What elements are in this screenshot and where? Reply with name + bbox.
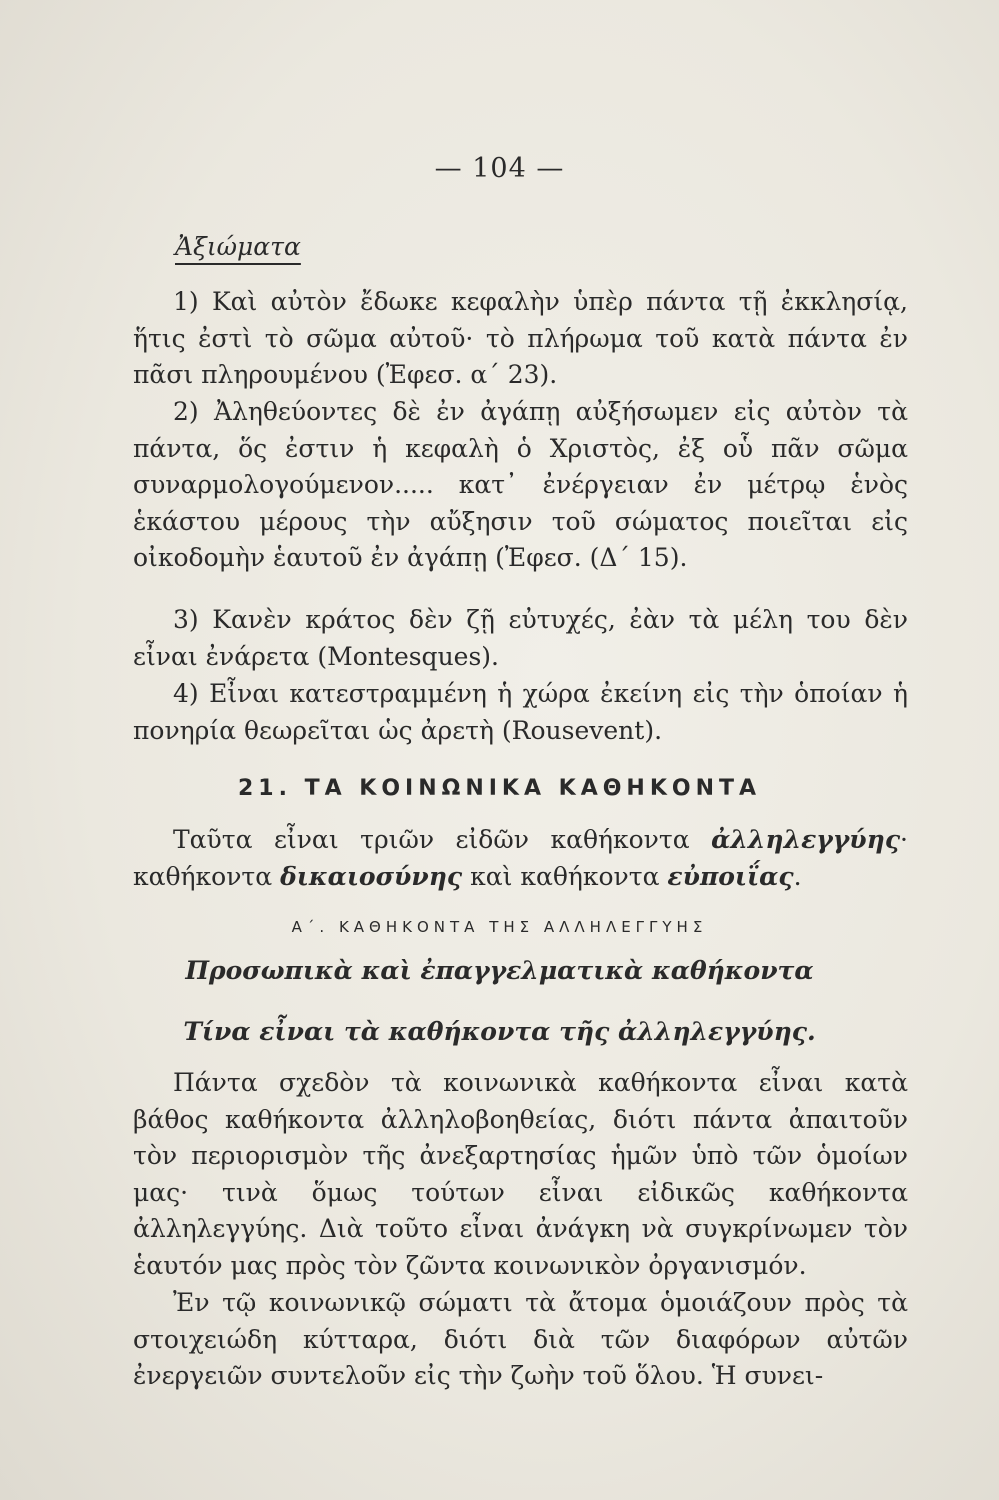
axiom-4: 4) Εἶναι κατεστραμμένη ἡ χώρα ἐκείνη εἰς τὴν ὁποίαν ἡ πονηρία θεωρεῖται ὡς ἀρετὴ (Rousevent). bbox=[133, 679, 908, 745]
term-solidarity: ἀλληλεγγύης bbox=[711, 825, 901, 854]
intro-text-g: . bbox=[793, 861, 802, 891]
axiom-2: 2) Ἀληθεύοντες δὲ ἐν ἀγάπῃ αὐξήσωμεν εἰς αὐτὸν τὰ πάντα, ὅς ἐστιν ἡ κεφαλὴ ὁ Χριστὸς, ἐξ οὗ πᾶν σῶμα συναρμολογούμενον..... κατ᾽ ἐνέργειαν ἐν μέτρῳ ἑνὸς ἑκάστου μέρους τὴν αὔξησιν τοῦ σώματος ποιεῖται εἰς οἰκοδομὴν ἑαυτοῦ ἐν ἀγάπῃ (Ἐφεσ. (Δ΄ 15). bbox=[133, 397, 908, 572]
term-beneficence: εὐποιΐας bbox=[667, 861, 794, 891]
paragraph-solidarity: Πάντα σχεδὸν τὰ κοινωνικὰ καθήκοντα εἶναι κατὰ βάθος καθήκοντα ἀλληλοβοηθείας, διότι πάντα ἀπαιτοῦν τὸν περιορισμὸν τῆς ἀνεξαρτησίας ἡμῶν ὑπὸ τῶν ὁμοίων μας· τινὰ ὅμως τούτων εἶναι εἰδικῶς καθήκοντα ἀλληλεγγύης. Διὰ τοῦτο εἶναι ἀνάγκη νὰ συγκρίνωμεν τὸν ἑαυτόν μας πρὸς τὸν ζῶντα κοινωνικὸν ὀργανισμόν. bbox=[133, 1068, 908, 1280]
intro-text-e: καὶ καθήκοντα bbox=[462, 861, 668, 891]
term-justice: δικαιοσύνης bbox=[280, 861, 463, 891]
subheading-what-duties: Τίνα εἶναι τὰ καθήκοντα τῆς ἀλληλεγγύης. bbox=[183, 1017, 816, 1046]
intro-text-c: · καθήκοντα bbox=[133, 825, 908, 891]
axiom-1: 1) Καὶ αὐτὸν ἔδωκε κεφαλὴν ὑπὲρ πάντα τῇ ἐκκλησίᾳ, ἥτις ἐστὶ τὸ σῶμα αὐτοῦ· τὸ πλήρωμα τοῦ κατὰ πάντα ἐν πᾶσι πληρουμένου (Ἐφεσ. α΄ 23). bbox=[133, 287, 908, 389]
subheading-personal-duties: Προσωπικὰ καὶ ἐπαγγελματικὰ καθήκοντα bbox=[185, 956, 814, 985]
section-title: 21. ΤΑ ΚΟΙΝΩΝΙΚΑ ΚΑΘΗΚΟΝΤΑ bbox=[237, 776, 762, 801]
paragraph-social-body: Ἐν τῷ κοινωνικῷ σώματι τὰ ἄτομα ὁμοιάζουν πρὸς τὰ στοιχειώδη κύτταρα, διότι διὰ τῶν διαφόρων αὐτῶν ἐνεργειῶν συντελοῦν εἰς τὴν ζωὴν τοῦ ὅλου. Ἡ συνει- bbox=[133, 1288, 908, 1390]
axiom-3: 3) Κανὲν κράτος δὲν ζῇ εὐτυχές, ἐὰν τὰ μέλη του δὲν εἶναι ἐνάρετα (Montesques). bbox=[133, 605, 908, 671]
axioms-heading: Ἀξιώματα bbox=[175, 232, 301, 261]
subsection-title: Α΄. ΚΑΘΗΚΟΝΤΑ ΤΗΣ ΑΛΛΗΛΕΓΓΥΗΣ bbox=[291, 918, 708, 936]
page-number: — 104 — bbox=[434, 153, 565, 184]
intro-text-a: Ταῦτα εἶναι τριῶν εἰδῶν καθήκοντα bbox=[173, 825, 712, 854]
section-intro bbox=[133, 822, 908, 895]
